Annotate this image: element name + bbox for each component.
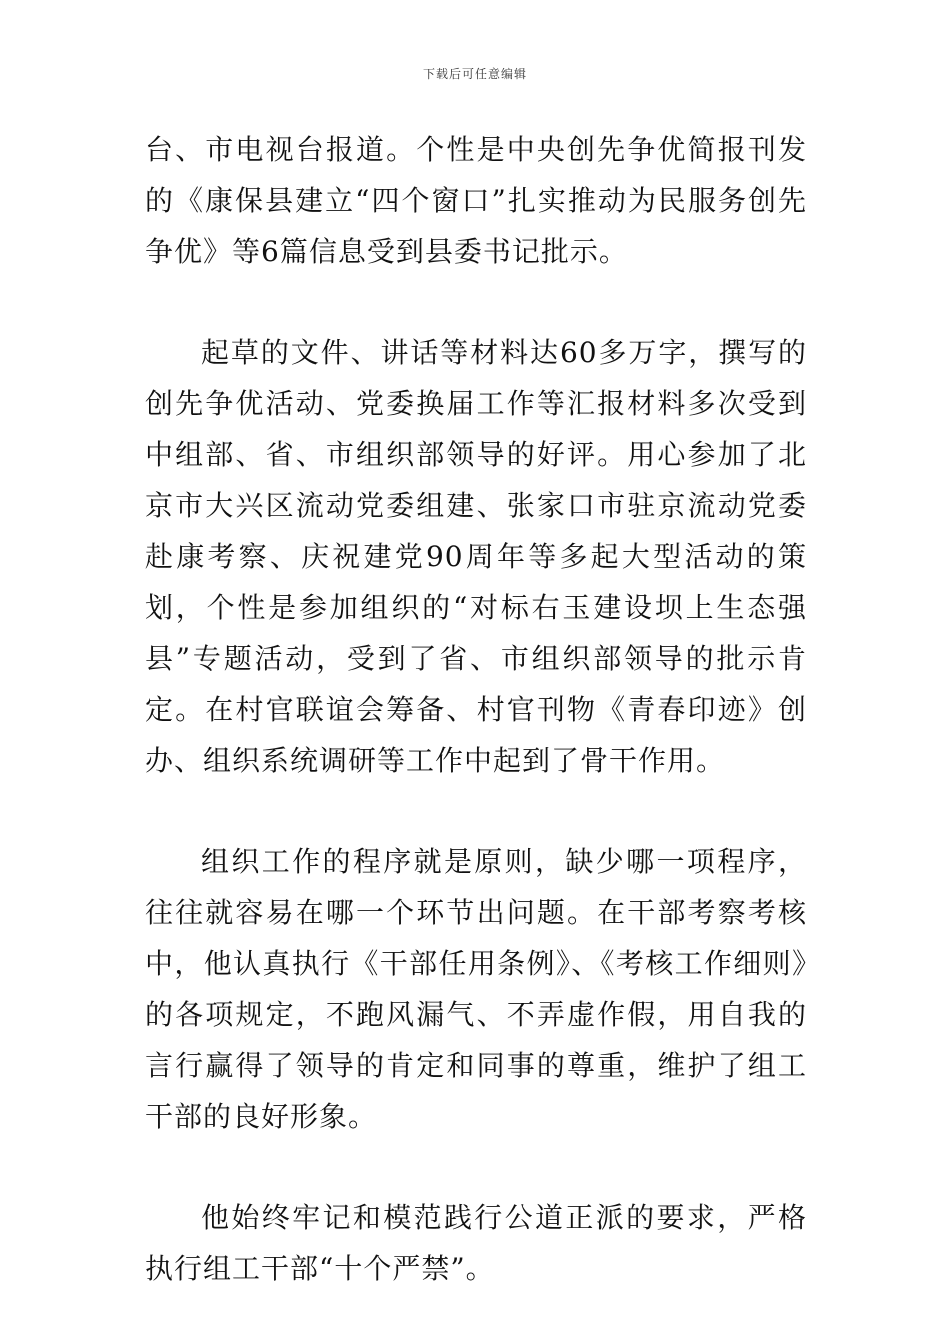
paragraph-procedure-principle: 组织工作的程序就是原则，缺少哪一项程序，往往就容易在哪一个环节出问题。在干部考察考核中，他认真执行《干部任用条例》、《考核工作细则》的各项规定，不跑风漏气、不弄虚作假，用自我的言行赢得了领导的肯定和同事的尊重，维护了组工干部的良好形象。 — [145, 845, 807, 1133]
paragraph-drafting-materials: 起草的文件、讲话等材料达60多万字，撰写的创先争优活动、党委换届工作等汇报材料多次受到中组部、省、市组织部领导的好评。用心参加了北京市大兴区流动党委组建、张家口市驻京流动党委赴康考察、庆祝建党90周年等多起大型活动的策划，个性是参加组织的“对标右玉建设坝上生态强县”专题活动，受到了省、市组织部领导的批示肯定。在村官联谊会筹备、村官刊物《青春印迹》创办、组织系统调研等工作中起到了骨干作用。 — [145, 336, 807, 777]
body-text — [145, 124, 807, 1294]
page-header: 下载后可任意编辑 — [422, 67, 527, 81]
paragraph-fairness-requirement: 他始终牢记和模范践行公道正派的要求，严格执行组工干部“十个严禁”。 — [145, 1201, 807, 1285]
paragraph-continued: 台、市电视台报道。个性是中央创先争优简报刊发的《康保县建立“四个窗口”扎实推动为民服务创先争优》等6篇信息受到县委书记批示。 — [145, 133, 807, 268]
